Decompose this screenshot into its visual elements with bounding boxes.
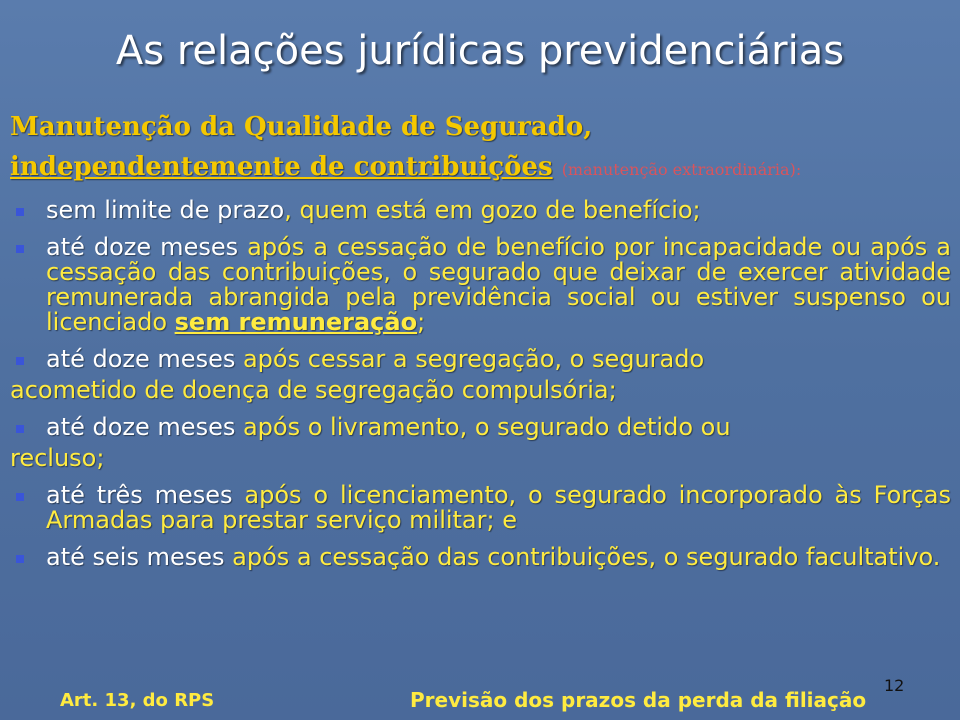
heading-line-2 (10, 152, 801, 182)
list-item (10, 483, 951, 533)
item-emphasis: sem remuneração (174, 308, 418, 336)
list-item (10, 545, 951, 570)
square-bullet-icon (16, 245, 24, 253)
list-item (10, 198, 951, 223)
item-tail: ; (417, 308, 426, 336)
footer-caption: Previsão dos prazos da perda da filiação (410, 688, 867, 712)
item-lead: sem limite de prazo (46, 196, 285, 224)
square-bullet-icon (16, 425, 24, 433)
footer-source: Art. 13, do RPS (60, 690, 215, 711)
item-text: , quem está em gozo de benefício; (284, 196, 701, 224)
item-lead: até três meses (46, 481, 233, 509)
square-bullet-icon (16, 555, 24, 563)
item-lead: até doze meses (46, 413, 236, 441)
item-text: após o licenciamento, o segurado incorporado às Forças Armadas para prestar serviço militar; e (46, 481, 952, 534)
list-item (10, 347, 951, 372)
heading-underlined: independentemente de contribuições (10, 152, 553, 182)
square-bullet-icon (16, 208, 24, 216)
item-text: após cessar a segregação, o segurado (235, 345, 705, 373)
heading-note: (manutenção extraordinária): (561, 160, 802, 179)
item-text: após a cessação de benefício por incapacidade ou após a cessação das contribuições, o segurado que deixar de exercer atividade remunerada abrangida pela previdência social ou estiver suspenso ou licenciado (46, 233, 951, 336)
item-lead: até doze meses (46, 233, 239, 261)
list-item (10, 415, 951, 440)
item-lead: até doze meses (46, 345, 236, 373)
square-bullet-icon (16, 493, 24, 501)
item-continuation: recluso; (10, 444, 105, 472)
item-lead: até seis meses (46, 543, 225, 571)
item-text: após o livramento, o segurado detido ou (235, 413, 731, 441)
item-continuation: acometido de doença de segregação compulsória; (10, 376, 617, 404)
page-number: 12 (884, 676, 905, 695)
item-text: após a cessação das contribuições, o segurado facultativo. (224, 543, 941, 571)
list-item (10, 235, 951, 335)
square-bullet-icon (16, 357, 24, 365)
slide-title: As relações jurídicas previdenciárias (115, 28, 845, 74)
heading-line-1: Manutenção da Qualidade de Segurado, (10, 112, 593, 142)
bullet-list (10, 198, 951, 582)
